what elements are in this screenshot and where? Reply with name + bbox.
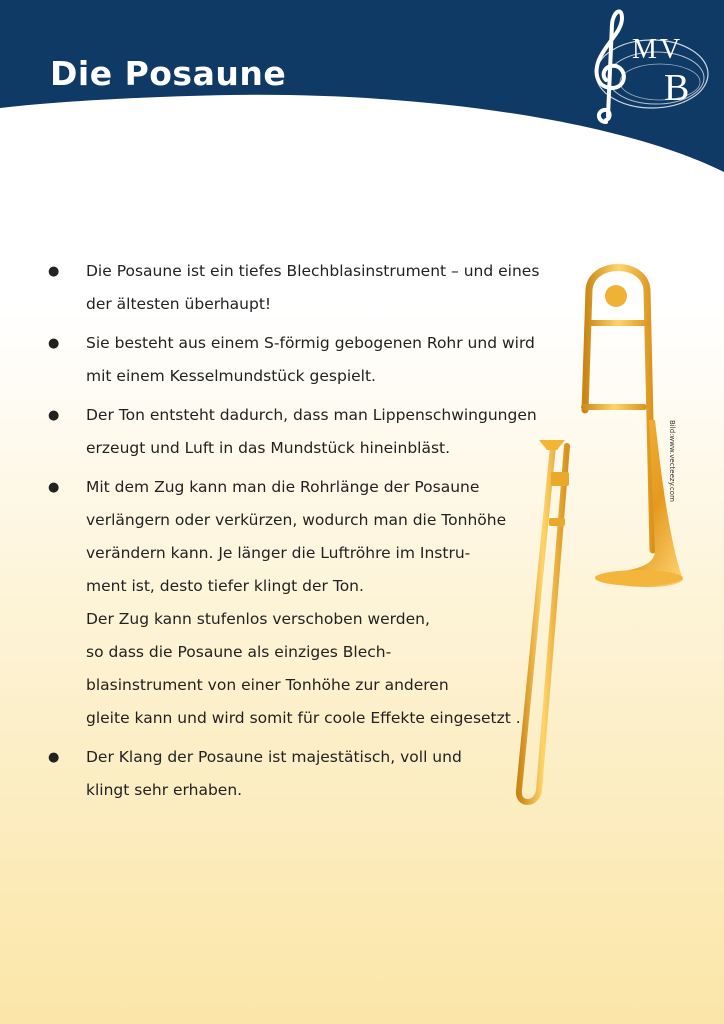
text-line: der ältesten überhaupt! xyxy=(86,295,272,313)
text-line: so dass die Posaune als einziges Blech- xyxy=(86,643,392,661)
text-line: blasinstrument von einer Tonhöhe zur anderen xyxy=(86,676,449,694)
bullet-list xyxy=(48,255,558,813)
text-line: erzeugt und Luft in das Mundstück hineinbläst. xyxy=(86,439,451,457)
list-item xyxy=(48,399,558,465)
bullet-icon: ● xyxy=(48,336,60,351)
logo-letter-b: B xyxy=(664,67,690,109)
image-credit: Bild:www.vecteezy.com xyxy=(668,420,676,502)
text-line: Der Klang der Posaune ist majestätisch, voll und xyxy=(86,748,462,766)
text-line: Die Posaune ist ein tiefes Blechblasinstrument – und eines xyxy=(86,262,540,280)
bullet-icon: ● xyxy=(48,264,60,279)
text-line: gleite kann und wird somit für coole Effekte eingesetzt . xyxy=(86,709,521,727)
text-line: Sie besteht aus einem S-förmig gebogenen Rohr und wird xyxy=(86,334,535,352)
bullet-icon: ● xyxy=(48,750,60,765)
logo-letters-mv: MV xyxy=(632,34,684,65)
page-title: Die Posaune xyxy=(50,54,287,93)
list-item xyxy=(48,327,558,393)
bullet-icon: ● xyxy=(48,408,60,423)
list-item xyxy=(48,471,558,735)
text-line: klingt sehr erhaben. xyxy=(86,781,243,799)
text-line: Der Zug kann stufenlos verschoben werden, xyxy=(86,610,430,628)
mvb-logo xyxy=(582,4,714,128)
text-line: Der Ton entsteht dadurch, dass man Lippenschwingungen xyxy=(86,406,537,424)
text-line: verlängern oder verkürzen, wodurch man die Tonhöhe xyxy=(86,511,507,529)
treble-clef-icon xyxy=(582,4,714,128)
text-line: mit einem Kesselmundstück gespielt. xyxy=(86,367,376,385)
list-item xyxy=(48,255,558,321)
text-line: ment ist, desto tiefer klingt der Ton. xyxy=(86,577,364,595)
list-item xyxy=(48,741,558,807)
text-line: Mit dem Zug kann man die Rohrlänge der Posaune xyxy=(86,478,480,496)
text-line: verändern kann. Je länger die Luftröhre im Instru- xyxy=(86,544,471,562)
trombone-illustration xyxy=(505,250,690,810)
bullet-icon: ● xyxy=(48,480,60,495)
